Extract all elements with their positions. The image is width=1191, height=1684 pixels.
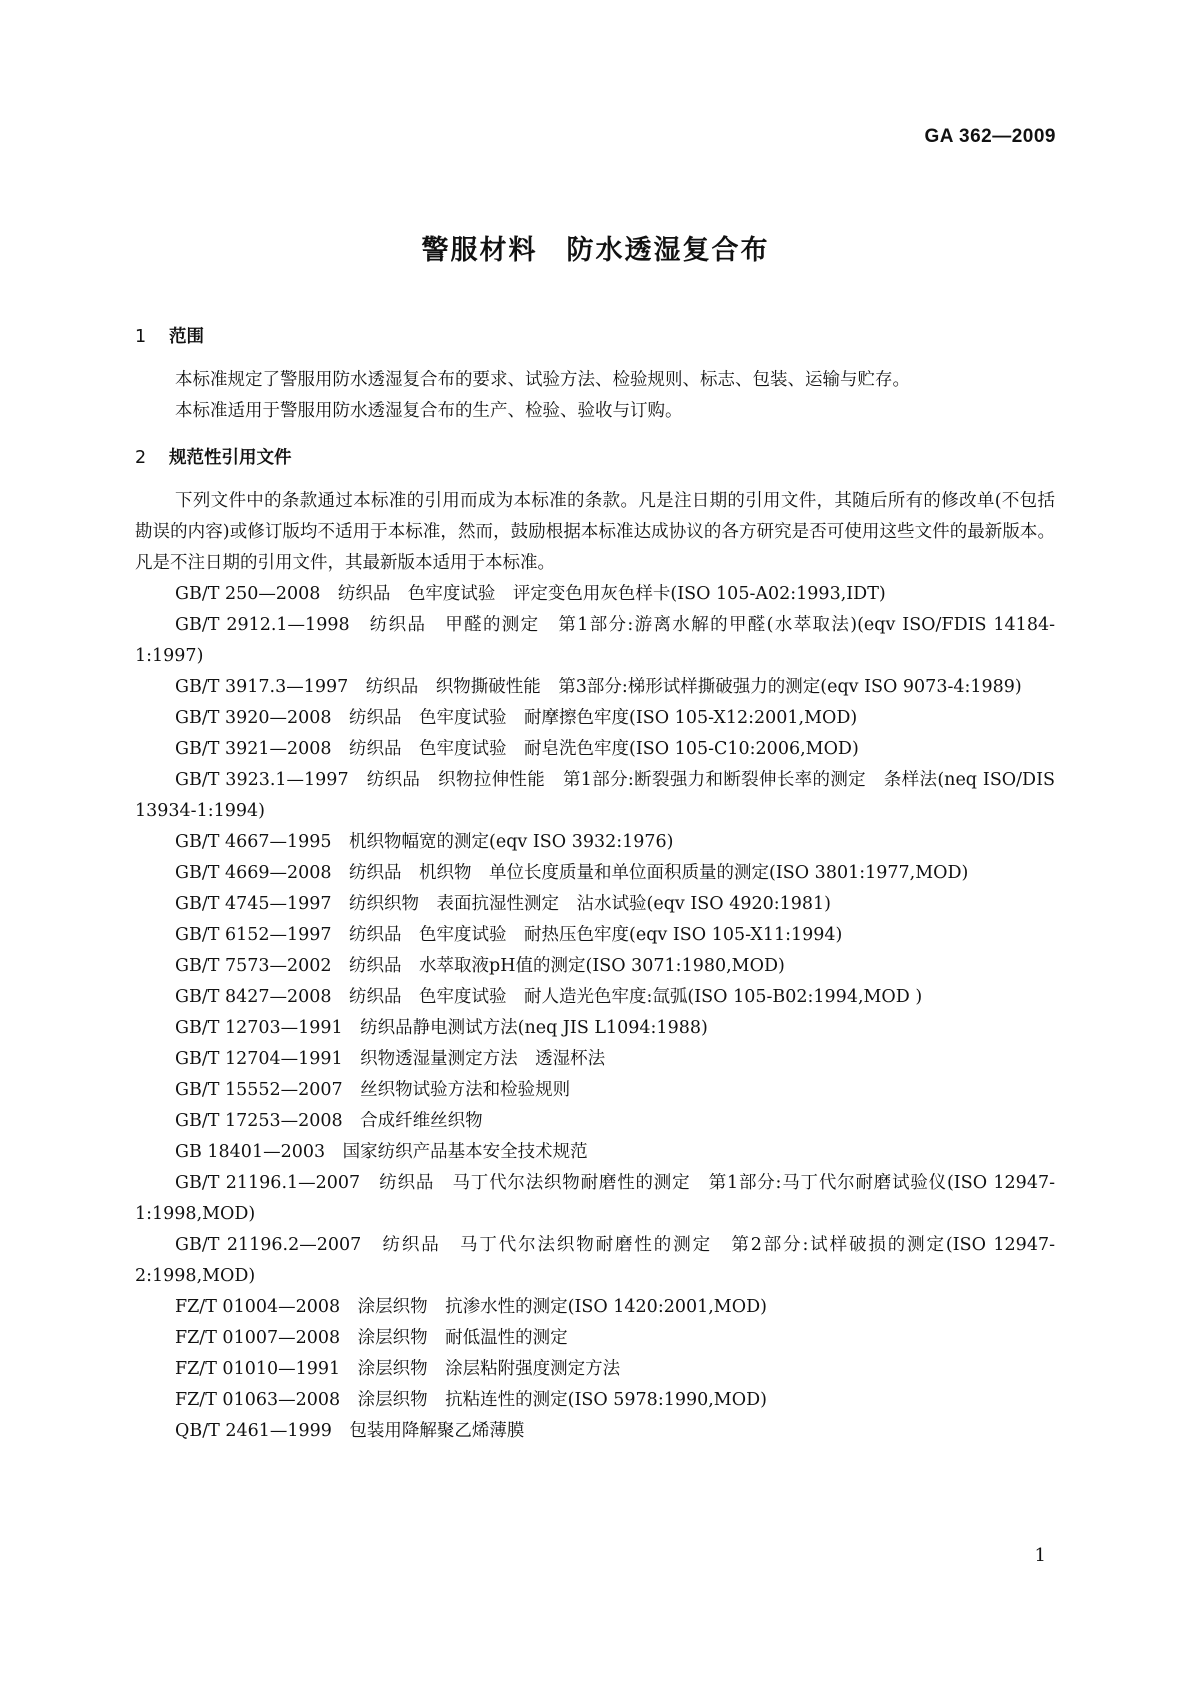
- reference-item: GB/T 7573—2002 纺织品 水萃取液pH值的测定(ISO 3071:1980,MOD): [175, 956, 785, 976]
- reference-item: GB/T 4745—1997 纺织织物 表面抗湿性测定 沾水试验(eqv ISO 4920:1981): [175, 894, 831, 914]
- section-title: 范围: [169, 327, 204, 347]
- scope-paragraph: 本标准适用于警服用防水透湿复合布的生产、检验、验收与订购。: [175, 401, 683, 421]
- reference-item: GB/T 8427—2008 纺织品 色牢度试验 耐人造光色牢度:氙弧(ISO 105-B02:1994,MOD ): [175, 987, 923, 1007]
- document-body: [135, 322, 1061, 1447]
- reference-item: GB/T 3917.3—1997 纺织品 织物撕破性能 第3部分:梯形试样撕破强力的测定(eqv ISO 9073-4:1989): [175, 677, 1022, 697]
- reference-item: GB 18401—2003 国家纺织产品基本安全技术规范: [175, 1142, 588, 1162]
- reference-item: FZ/T 01007—2008 涂层织物 耐低温性的测定: [175, 1328, 568, 1348]
- reference-item: FZ/T 01010—1991 涂层织物 涂层粘附强度测定方法: [175, 1359, 621, 1379]
- reference-item: GB/T 3921—2008 纺织品 色牢度试验 耐皂洗色牢度(ISO 105-C10:2006,MOD): [175, 739, 859, 759]
- reference-item: GB/T 17253—2008 合成纤维丝织物: [175, 1111, 483, 1131]
- reference-item: GB/T 15552—2007 丝织物试验方法和检验规则: [175, 1080, 571, 1100]
- reference-item: FZ/T 01063—2008 涂层织物 抗粘连性的测定(ISO 5978:1990,MOD): [175, 1390, 767, 1410]
- section-title: 规范性引用文件: [169, 448, 292, 468]
- reference-item: GB/T 21196.2—2007 纺织品 马丁代尔法织物耐磨性的测定 第2部分:试样破损的测定(ISO 12947-2:1998,MOD): [135, 1235, 1055, 1286]
- reference-item: QB/T 2461—1999 包装用降解聚乙烯薄膜: [175, 1421, 525, 1441]
- section-heading-scope: [135, 322, 1055, 353]
- reference-item: GB/T 12704—1991 织物透湿量测定方法 透湿杯法: [175, 1049, 606, 1069]
- scope-paragraph: 本标准规定了警服用防水透湿复合布的要求、试验方法、检验规则、标志、包装、运输与贮存。: [175, 370, 910, 390]
- reference-item: GB/T 6152—1997 纺织品 色牢度试验 耐热压色牢度(eqv ISO 105-X11:1994): [175, 925, 843, 945]
- section-heading-normative-references: [135, 443, 1055, 474]
- reference-item: GB/T 3923.1—1997 纺织品 织物拉伸性能 第1部分:断裂强力和断裂伸长率的测定 条样法(neq ISO/DIS 13934-1:1994): [135, 770, 1061, 821]
- reference-item: GB/T 4669—2008 纺织品 机织物 单位长度质量和单位面积质量的测定(ISO 3801:1977,MOD): [175, 863, 969, 883]
- references-intro-paragraph: 下列文件中的条款通过本标准的引用而成为本标准的条款。凡是注日期的引用文件，其随后所有的修改单(不包括勘误的内容)或修订版均不适用于本标准，然而，鼓励根据本标准达成协议的各方研究是否可使用这些文件的最新版本。凡是不注日期的引用文件，其最新版本适用于本标准。: [135, 491, 1055, 573]
- reference-item: GB/T 21196.1—2007 纺织品 马丁代尔法织物耐磨性的测定 第1部分:马丁代尔耐磨试验仪(ISO 12947-1:1998,MOD): [135, 1173, 1055, 1224]
- reference-item: GB/T 12703—1991 纺织品静电测试方法(neq JIS L1094:1988): [175, 1018, 708, 1038]
- reference-list: [135, 579, 1061, 1447]
- section-number: 2: [135, 448, 147, 468]
- reference-item: GB/T 2912.1—1998 纺织品 甲醛的测定 第1部分:游离水解的甲醛(水萃取法)(eqv ISO/FDIS 14184-1:1997): [135, 615, 1055, 666]
- reference-item: GB/T 4667—1995 机织物幅宽的测定(eqv ISO 3932:1976): [175, 832, 674, 852]
- page-number: 1: [1034, 1545, 1046, 1566]
- reference-item: GB/T 3920—2008 纺织品 色牢度试验 耐摩擦色牢度(ISO 105-X12:2001,MOD): [175, 708, 858, 728]
- section-number: 1: [135, 327, 147, 347]
- document-title: 警服材料 防水透湿复合布: [421, 235, 770, 266]
- reference-item: GB/T 250—2008 纺织品 色牢度试验 评定变色用灰色样卡(ISO 105-A02:1993,IDT): [175, 584, 886, 604]
- reference-item: FZ/T 01004—2008 涂层织物 抗渗水性的测定(ISO 1420:2001,MOD): [175, 1297, 767, 1317]
- standard-code: GA 362—2009: [924, 126, 1056, 147]
